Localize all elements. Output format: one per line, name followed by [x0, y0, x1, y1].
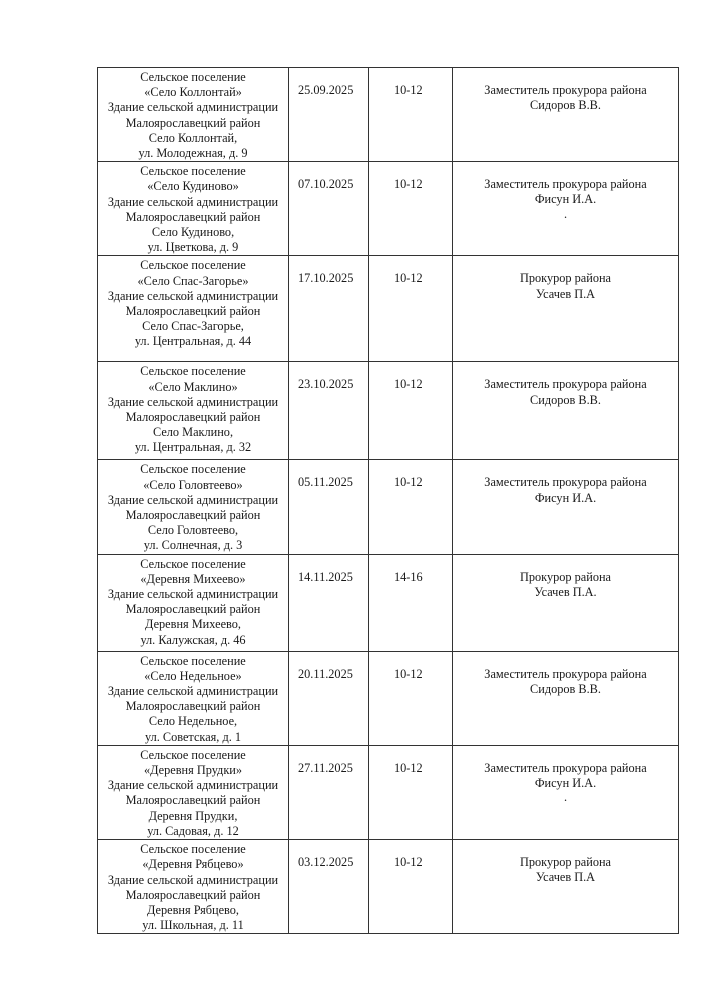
location-cell	[98, 162, 289, 256]
location-line: Здание сельской администрации	[107, 684, 279, 699]
location-line: Село Недельное,	[148, 714, 238, 729]
location-cell	[98, 554, 289, 651]
official-name: Усачев П.А	[535, 870, 596, 885]
table-row	[98, 162, 679, 256]
official-cell	[453, 256, 679, 362]
location-line: ул. Солнечная, д. 3	[143, 538, 243, 553]
time-cell: 14-16	[369, 554, 453, 651]
location-line: Малоярославецкий район	[125, 115, 261, 130]
official-position: Заместитель прокурора района	[484, 177, 647, 192]
location-line: Сельское поселение	[140, 747, 246, 762]
location-line: «Село Маклино»	[148, 379, 238, 394]
official-cell	[453, 651, 679, 745]
official-cell	[453, 68, 679, 162]
location-line: Село Коллонтай,	[148, 130, 238, 145]
official-cell	[453, 362, 679, 460]
official-position: Прокурор района	[519, 569, 612, 584]
official-cell	[453, 840, 679, 934]
official-name: Сидоров В.В.	[530, 681, 601, 696]
location-line: Село Головтеево,	[147, 523, 239, 538]
location-line: Деревня Рябцево,	[147, 902, 239, 917]
location-line: ул. Центральная, д. 44	[134, 334, 252, 349]
time-cell: 10-12	[369, 460, 453, 554]
location-cell	[98, 651, 289, 745]
official-name: Фисун И.А.	[534, 192, 597, 207]
location-line: Сельское поселение	[140, 842, 246, 857]
location-line: Малоярославецкий район	[125, 508, 261, 523]
location-line: Село Спас-Загорье,	[142, 319, 244, 334]
date-cell: 17.10.2025	[289, 256, 369, 362]
reception-schedule-table	[97, 67, 679, 934]
table-row	[98, 840, 679, 934]
location-line: Сельское поселение	[140, 462, 246, 477]
official-name: Сидоров В.В.	[530, 392, 601, 407]
location-line: Здание сельской администрации	[107, 194, 279, 209]
location-line: Малоярославецкий район	[125, 887, 261, 902]
time-cell: 10-12	[369, 162, 453, 256]
time-cell: 10-12	[369, 840, 453, 934]
location-line: Малоярославецкий район	[125, 410, 261, 425]
location-line: «Село Головтеево»	[143, 477, 243, 492]
official-cell	[453, 162, 679, 256]
table-row	[98, 651, 679, 745]
location-cell	[98, 840, 289, 934]
official-position: Прокурор района	[519, 271, 612, 286]
official-cell	[453, 554, 679, 651]
official-position: Заместитель прокурора района	[484, 377, 647, 392]
location-line: Сельское поселение	[140, 164, 246, 179]
table-row	[98, 460, 679, 554]
location-line: ул. Калужская, д. 46	[140, 632, 246, 647]
location-line: Село Маклино,	[152, 425, 234, 440]
table-row	[98, 362, 679, 460]
official-position: Прокурор района	[519, 855, 612, 870]
location-cell	[98, 460, 289, 554]
location-line: Сельское поселение	[140, 70, 246, 84]
table-row	[98, 554, 679, 651]
location-line: Здание сельской администрации	[107, 492, 279, 507]
time-cell: 10-12	[369, 651, 453, 745]
location-line: Сельское поселение	[140, 364, 246, 379]
time-cell: 10-12	[369, 745, 453, 839]
location-line: Деревня Прудки,	[148, 808, 238, 823]
official-position: Заместитель прокурора района	[484, 666, 647, 681]
location-line: ул. Советская, д. 1	[144, 729, 242, 744]
location-line: Здание сельской администрации	[107, 778, 279, 793]
table-row	[98, 256, 679, 362]
location-cell	[98, 745, 289, 839]
date-cell: 20.11.2025	[289, 651, 369, 745]
location-line: «Деревня Прудки»	[143, 763, 243, 778]
official-name: Усачев П.А	[535, 286, 596, 301]
location-line: «Деревня Михеево»	[140, 571, 246, 586]
location-line: Малоярославецкий район	[125, 699, 261, 714]
location-line: ул. Центральная, д. 32	[134, 440, 252, 455]
location-line: Село Кудиново,	[151, 225, 235, 240]
location-line: Здание сельской администрации	[107, 587, 279, 602]
official-name: Усачев П.А.	[534, 584, 597, 599]
official-position: Заместитель прокурора района	[484, 760, 647, 775]
stray-mark: .	[563, 206, 568, 221]
official-name: Сидоров В.В.	[530, 98, 601, 113]
location-line: «Село Недельное»	[144, 668, 242, 683]
time-cell: 10-12	[369, 362, 453, 460]
location-line: Здание сельской администрации	[107, 872, 279, 887]
location-line: ул. Цветкова, д. 9	[147, 240, 239, 255]
location-line: Малоярославецкий район	[125, 602, 261, 617]
location-line: «Село Кудиново»	[147, 179, 239, 194]
date-cell: 07.10.2025	[289, 162, 369, 256]
location-line: ул. Садовая, д. 12	[147, 823, 239, 838]
date-cell: 23.10.2025	[289, 362, 369, 460]
location-line: Сельское поселение	[140, 258, 246, 273]
location-line: ул. Школьная, д. 11	[142, 918, 244, 933]
stray-mark: .	[563, 790, 568, 805]
location-line: «Село Коллонтай»	[144, 85, 242, 100]
table-row	[98, 745, 679, 839]
location-line: Здание сельской администрации	[107, 100, 279, 115]
time-cell: 10-12	[369, 68, 453, 162]
location-line: ул. Молодежная, д. 9	[138, 146, 248, 161]
location-line: Сельское поселение	[140, 556, 246, 571]
location-line: Здание сельской администрации	[107, 288, 279, 303]
location-line: Здание сельской администрации	[107, 394, 279, 409]
location-line: Малоярославецкий район	[125, 209, 261, 224]
location-line: Сельское поселение	[140, 653, 246, 668]
date-cell: 03.12.2025	[289, 840, 369, 934]
table-row	[98, 68, 679, 162]
location-line: «Село Спас-Загорье»	[137, 273, 249, 288]
location-line: Малоярославецкий район	[125, 793, 261, 808]
location-cell	[98, 362, 289, 460]
official-cell	[453, 745, 679, 839]
location-line: «Деревня Рябцево»	[142, 857, 244, 872]
official-position: Заместитель прокурора района	[484, 475, 647, 490]
location-cell	[98, 68, 289, 162]
official-position: Заместитель прокурора района	[484, 83, 647, 97]
time-cell: 10-12	[369, 256, 453, 362]
location-line: Малоярославецкий район	[125, 304, 261, 319]
official-name: Фисун И.А.	[534, 490, 597, 505]
official-name: Фисун И.А.	[534, 776, 597, 791]
date-cell: 05.11.2025	[289, 460, 369, 554]
date-cell: 27.11.2025	[289, 745, 369, 839]
official-cell	[453, 460, 679, 554]
location-line: Деревня Михеево,	[145, 617, 241, 632]
schedule-body	[98, 68, 679, 934]
date-cell: 14.11.2025	[289, 554, 369, 651]
location-cell	[98, 256, 289, 362]
date-cell: 25.09.2025	[289, 68, 369, 162]
